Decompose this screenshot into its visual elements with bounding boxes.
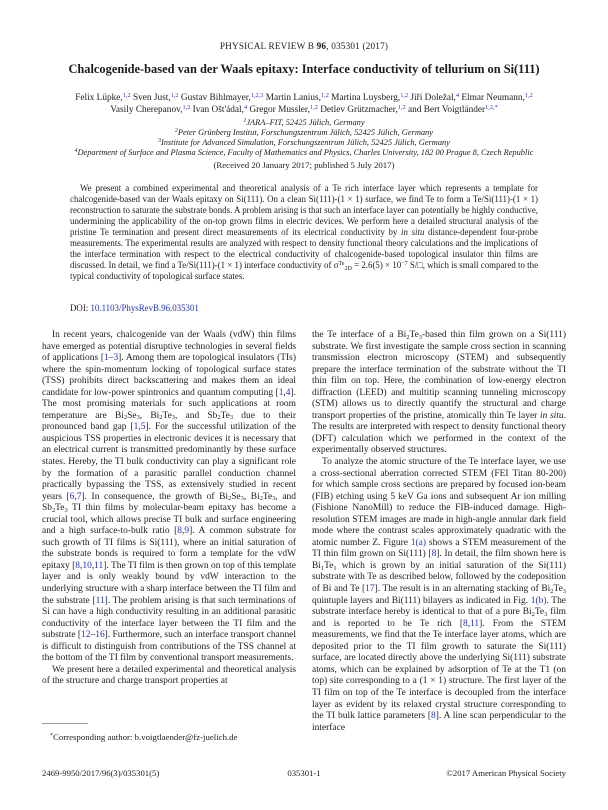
author-line-2: Vasily Cherepanov,$^{1,2}$ Ivan Ošt'ádal,$^4$ Gregor Mussler,$^{1,2}$ Detlev Grützmacher,$^{1,2}$ and Bert Voigtländer$^{1,2,*}$ [110, 103, 498, 115]
author-line-1: Felix Lüpke,$^{1,2}$ Sven Just,$^{1,2}$ Gustav Bihlmayer,$^{1,2,3}$ Martin Lanius,$^{1,2}$ Martina Luysberg,$^{1,2}$ Jiří Doležal,$^4$ Elmar Neumann,$^{1,2}$ [75, 92, 533, 103]
paper-title: Chalcogenide-based van der Waals epitaxy: Interface conductivity of tellurium on Si(111) [68, 62, 540, 76]
abstract-text: We present a combined experimental and theoretical analysis of a Te rich interface layer which represents a template for chalcogenide-based van der Waals epitaxy on Si(111). On a clean Si(111)-(1 × 1) surface, we find Te to form a Te/Si(111)-(1 × 1) reconstruction to saturate the substrate bonds. A problem arising is that such an interface layer can potentially be highly conductive, undermining the applicability of the on-top grown films in electric devices. We perform here a detailed structural analysis of the pristine Te termination and present direct measurements of its electrical conductivity by in situ distance-dependent four-probe measurements. The experimental results are analyzed with respect to density functional theory calculations and the implications of the interface termination with respect to the electrical conductivity of chalcogenide-based topological insulator thin films are discussed. In detail, we find a Te/Si(111)-(1 × 1) interface conductivity of $\sigma^{Te}_{2D} = 2.6(5) \times 10^{-7}$ S/□, which is small compared to the typical conductivity of topological surface states. [70, 183, 539, 281]
left-column [42, 330, 296, 734]
paragraph-continuation: the Te interface of a $Bi_2Te_3$-based thin film grown on a Si(111) substrate. We first investigate the sample cross section in scanning transmission electron microscopy (STEM) and subsequently prepare the interface termination of the substrate without the TI thin film on top. Here, the combination of low-energy electron diffraction (LEED) and multitip scanning tunneling microscopy (STM) allows us to directly quantify the structural and charge transport properties of the pristine, atomically thin Te layer in situ. The results are interpreted with respect to density functional theory (DFT) calculation which we performed in the context of the experimentally observed structures. [312, 330, 567, 456]
paragraph-we-present: We present here a detailed experimental and theoretical analysis of the structure and charge transport properties at [42, 664, 296, 687]
received-line: (Received 20 January 2017; published 5 July 2017) [213, 160, 395, 170]
journal-header: PHYSICAL REVIEW B 96, 035301 (2017) [219, 41, 389, 51]
paragraph-stem-analysis: To analyze the atomic structure of the Te interface layer, we use a cross-sectional aberration corrected STEM (FEI Titan 80-200) for which sample cross sections are prepared by focused ion-beam (FIB) etching using 5 keV Ga ions and subsequent Ar ion milling (Fishione NanoMill) to reduce the FIB-induced damage. High-resolution STEM images are made in high-angle annular dark field mode where the contrast scales approximately quadratic with the atomic number Z. Figure 1(a) shows a STEM measurement of the TI thin film grown on Si(111) [8]. In detail, the film shown here is $Bi_1Te_1$ which is grown by an initial saturation of the Si(111) substrate with Te as described below, followed by the codeposition of Bi and Te [17]. The result is in an alternating stacking of $Bi_2Te_3$ quintuple layers and Bi(111) bilayers as indicated in Fig. 1(b). The substrate interface hereby is identical to that of a pure $Bi_2Te_3$ film and is reported to be Te rich [8,11]. From the STEM measurements, we find that the Te interface layer atoms, which are deposited prior to the TI film growth to saturate the Si(111) surface, are located directly above the underlying Si(111) substrate atoms, which can be explained by adsorption of Te at the T1 (on top) site corresponding to a (1 × 1) structure. The first layer of the TI film on top of the Te interface is decoupled from the interface layer as evident by its relaxed crystal structure corresponding to the TI bulk lattice parameters [8]. A line scan perpendicular to the interface [312, 457, 566, 733]
footnote-rule [42, 723, 88, 724]
footer-issn: 2469-9950/2017/96(3)/035301(5) [42, 768, 160, 778]
footer-page-number: 035301-1 [287, 768, 321, 778]
doi-label: DOI: [70, 303, 91, 313]
affiliation-4: $^4$Department of Surface and Plasma Science, Faculty of Mathematics and Physics, Charles University, 182 00 Prague 8, Czech Republic [74, 148, 534, 157]
doi-line [70, 303, 199, 313]
doi-link[interactable]: 10.1103/PhysRevB.96.035301 [90, 303, 199, 313]
footnote-text [42, 732, 296, 743]
paragraph-introduction: In recent years, chalcogenide van der Waals (vdW) thin films have emerged as potential disruptive technologies in several fields of applications [1–3]. Among them are topological insulators (TIs) where the spin-momentum locking of topological surface states (TSS) prohibits direct backscattering and makes them an ideal candidate for low-power spintronics and quantum computing [1,4]. The most promising materials for such applications at room temperature are $Bi_2Se_3$, $Bi_2Te_3$, and $Sb_2Te_3$ due to their pronounced band gap [1,5]. For the successful utilization of the auspicious TSS properties in electronic devices it is necessary that an electrical current is transmitted predominantly by these surface states. Hereby, the TI bulk conductivity can play a significant role by the formation of a parasitic parallel conduction channel practically bypassing the TSS, as extensively studied in recent years [6,7]. In consequence, the growth of $Bi_2Se_3$, $Bi_2Te_3$, and $Sb_2Te_3$ TI thin films by molecular-beam epitaxy has become a crucial tool, which allows precise TI bulk and surface engineering and a high surface-to-bulk ratio [8,9]. A common substrate for such growth of TI films is Si(111), where an initial saturation of the substrate bonds is required to form a template for the vdW epitaxy [8,10,11]. The TI film is then grown on top of this template layer and is only weakly bound by vdW interaction to the underlying structure with a sharp interface between the TI film and the substrate [11]. The problem arising is that such terminations of Si can have a high conductivity resulting in an additional parasitic conductivity of the interface layer between the TI film and the substrate [12–16]. Furthermore, such an interface transport channel is difficult to distinguish from contributions of the TSS channel at the bottom of the TI film by conventional transport measurements. [42, 330, 297, 664]
footer-copyright: ©2017 American Physical Society [446, 768, 567, 778]
affiliation-3: $^3$Institute for Advanced Simulation, Forschungszentrum Jülich, 52425 Jülich, Germany [158, 138, 450, 147]
affiliation-1: $^1$JARA–FIT, 52425 Jülich, Germany [243, 118, 365, 127]
right-column [312, 330, 566, 734]
footnote-prefix: *Corresponding author: [50, 732, 135, 742]
author-list [14, 93, 594, 116]
corresponding-author-email[interactable]: b.voigtlaender@fz-juelich.de [134, 732, 238, 742]
body-columns [42, 330, 566, 734]
page-footer [42, 768, 566, 778]
affiliation-2: $^2$Peter Grünberg Institut, Forschungszentrum Jülich, 52425 Jülich, Germany [175, 128, 433, 137]
corresponding-author-footnote [42, 723, 296, 743]
affiliation-list [14, 118, 594, 158]
